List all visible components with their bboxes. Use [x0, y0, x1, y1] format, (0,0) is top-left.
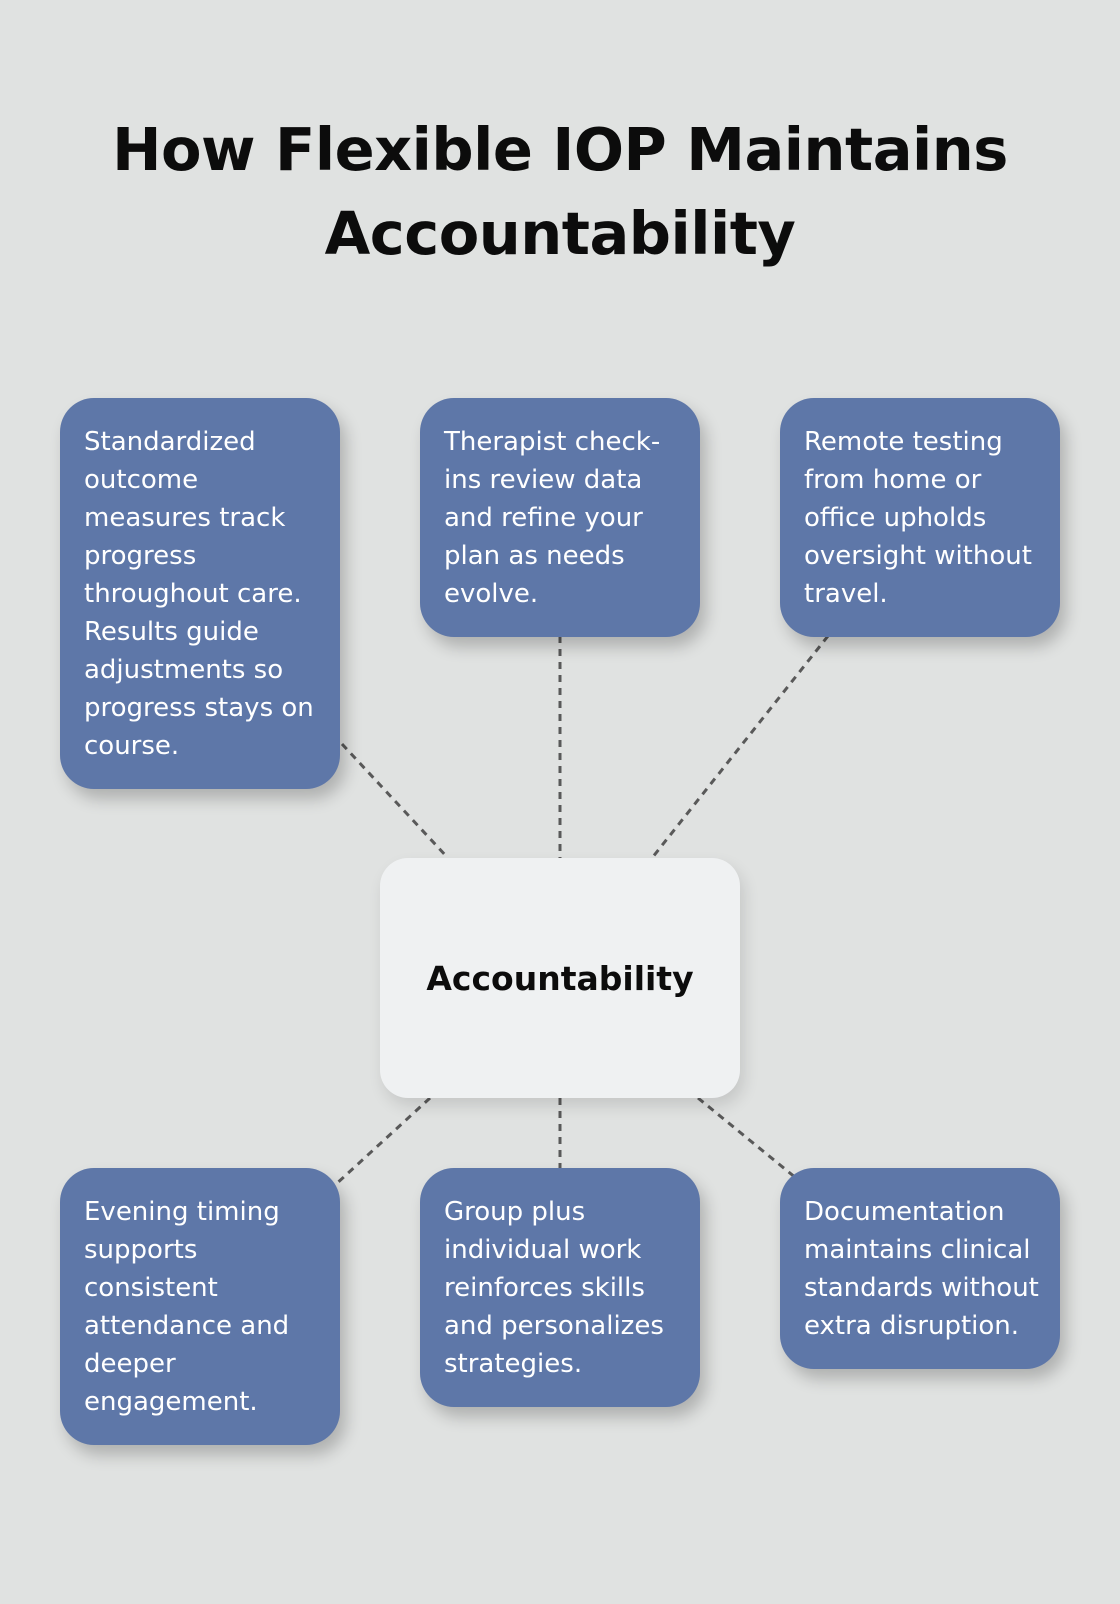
node-therapist-check-ins — [420, 398, 700, 637]
connector-line-top-right — [652, 636, 828, 858]
diagram-title: How Flexible IOP Maintains Accountability — [112, 115, 1008, 268]
connector-line-bottom-left — [334, 1098, 430, 1186]
node-remote-testing-text: Remote testing from home or office upholds oversight without travel. — [804, 427, 1032, 609]
node-group-individual-work-text: Group plus individual work reinforces skills and personalizes strategies. — [444, 1197, 664, 1379]
connector-line-bottom-right — [698, 1098, 796, 1178]
node-group-individual-work — [420, 1168, 700, 1407]
center-node — [380, 858, 740, 1098]
node-documentation-text: Documentation maintains clinical standards without extra disruption. — [804, 1197, 1039, 1341]
node-evening-timing — [60, 1168, 340, 1445]
node-outcome-measures — [60, 398, 340, 789]
node-remote-testing — [780, 398, 1060, 637]
node-evening-timing-text: Evening timing supports consistent attendance and deeper engagement. — [84, 1197, 290, 1417]
node-therapist-check-ins-text: Therapist check-ins review data and refine your plan as needs evolve. — [444, 427, 661, 609]
node-outcome-measures-text: Standardized outcome measures track progress throughout care. Results guide adjustments so progress stays on course. — [84, 427, 314, 761]
node-documentation — [780, 1168, 1060, 1369]
center-node-label: Accountability — [426, 958, 694, 998]
connector-line-top-left — [342, 744, 448, 858]
